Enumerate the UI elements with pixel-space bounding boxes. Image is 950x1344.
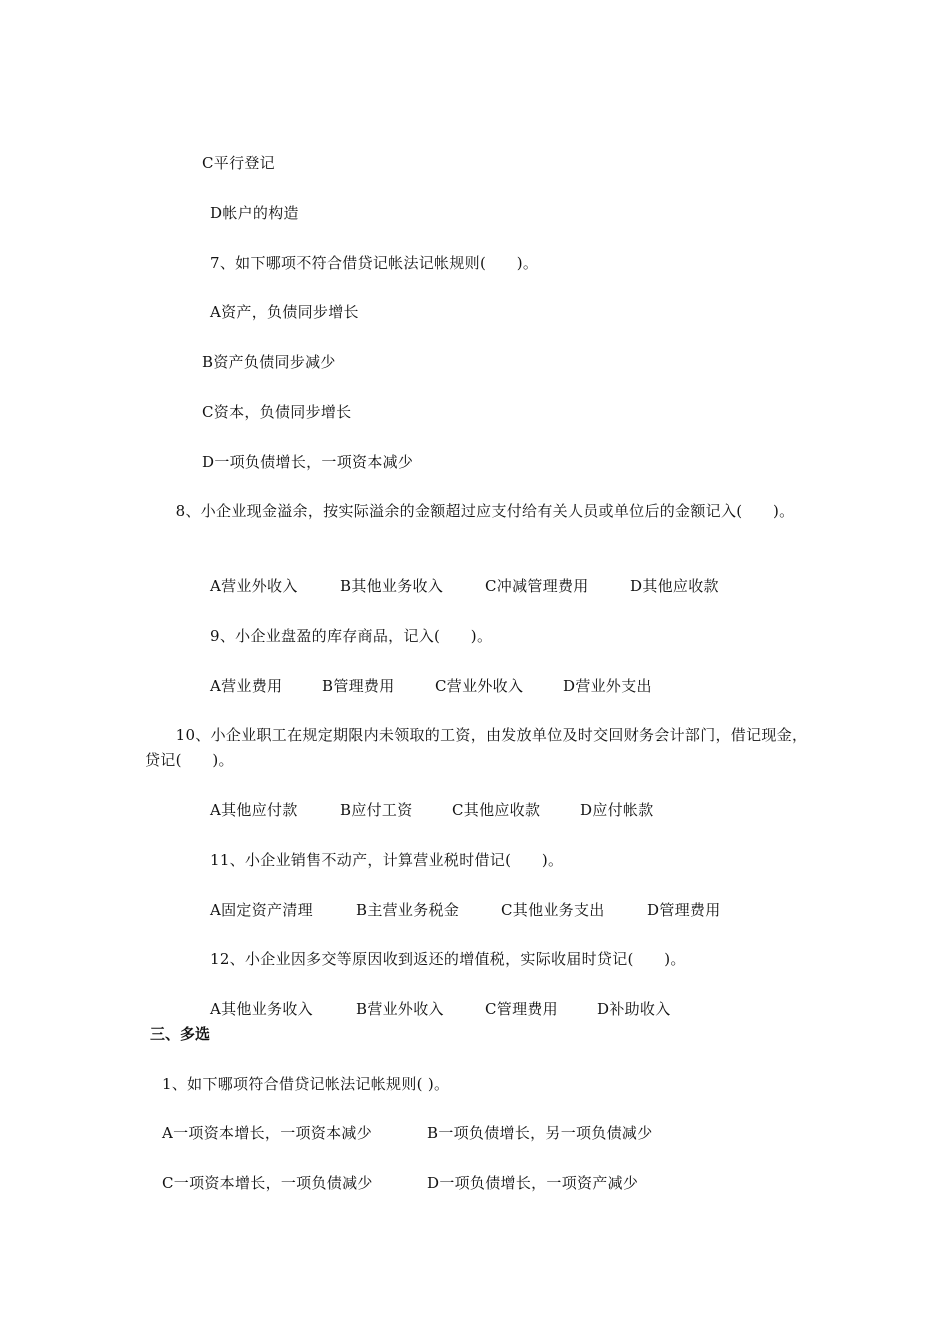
- q10-stem: 10、小企业职工在规定期限内未领取的工资，由发放单位及时交回财务会计部门，借记现金，贷记( )。: [145, 726, 808, 769]
- q6-option-d: D帐户的构造: [210, 204, 299, 222]
- q7-option-a: A资产，负债同步增长: [210, 303, 359, 321]
- q9-stem: 9、小企业盘盈的库存商品，记入( )。: [210, 627, 493, 645]
- q6-option-c: C平行登记: [202, 154, 275, 172]
- section-heading-multi-choice: 三、多选: [150, 1025, 211, 1043]
- q7-option-c: C资本，负债同步增长: [202, 403, 352, 421]
- q12-option-b: B营业外收入: [356, 1000, 444, 1018]
- q9-option-b: B管理费用: [322, 677, 395, 695]
- q8-option-a: A营业外收入: [210, 577, 298, 595]
- mc-q1-option-b: B一项负债增长，另一项负债减少: [427, 1124, 653, 1142]
- q11-option-d: D管理费用: [647, 901, 721, 919]
- q8-option-b: B其他业务收入: [340, 577, 444, 595]
- q9-option-a: A营业费用: [210, 677, 283, 695]
- q11-option-b: B主营业务税金: [356, 901, 460, 919]
- q8-option-d: D其他应收款: [630, 577, 719, 595]
- q9-option-d: D营业外支出: [563, 677, 652, 695]
- mc-q1-option-d: D一项负债增长，一项资产减少: [427, 1174, 639, 1192]
- q12-option-c: C管理费用: [485, 1000, 558, 1018]
- q11-option-c: C其他业务支出: [501, 901, 605, 919]
- q12-option-a: A其他业务收入: [210, 1000, 313, 1018]
- q7-stem: 7、如下哪项不符合借贷记帐法记帐规则( )。: [210, 254, 539, 272]
- mc-q1-option-a: A一项资本增长，一项资本减少: [162, 1124, 373, 1142]
- q7-option-d: D一项负债增长，一项资本减少: [202, 453, 414, 471]
- mc-q1-stem: 1、如下哪项符合借贷记帐法记帐规则( )。: [162, 1075, 450, 1093]
- q10-option-c: C其他应收款: [452, 801, 541, 819]
- q9-option-c: C营业外收入: [435, 677, 524, 695]
- q12-stem: 12、小企业因多交等原因收到返还的增值税，实际收届时贷记( )。: [210, 950, 686, 968]
- mc-q1-option-c: C一项资本增长，一项负债减少: [162, 1174, 373, 1192]
- q10-option-b: B应付工资: [340, 801, 413, 819]
- q7-option-b: B资产负债同步减少: [202, 353, 336, 371]
- q10-option-d: D应付帐款: [580, 801, 654, 819]
- q11-option-a: A固定资产清理: [210, 901, 313, 919]
- q8-option-c: C冲减管理费用: [485, 577, 589, 595]
- q11-stem: 11、小企业销售不动产，计算营业税时借记( )。: [210, 851, 564, 869]
- q12-option-d: D补助收入: [597, 1000, 671, 1018]
- q10-option-a: A其他应付款: [210, 801, 298, 819]
- q8-stem: 8、小企业现金溢余，按实际溢余的金额超过应支付给有关人员或单位后的金额记入( )。: [145, 502, 795, 520]
